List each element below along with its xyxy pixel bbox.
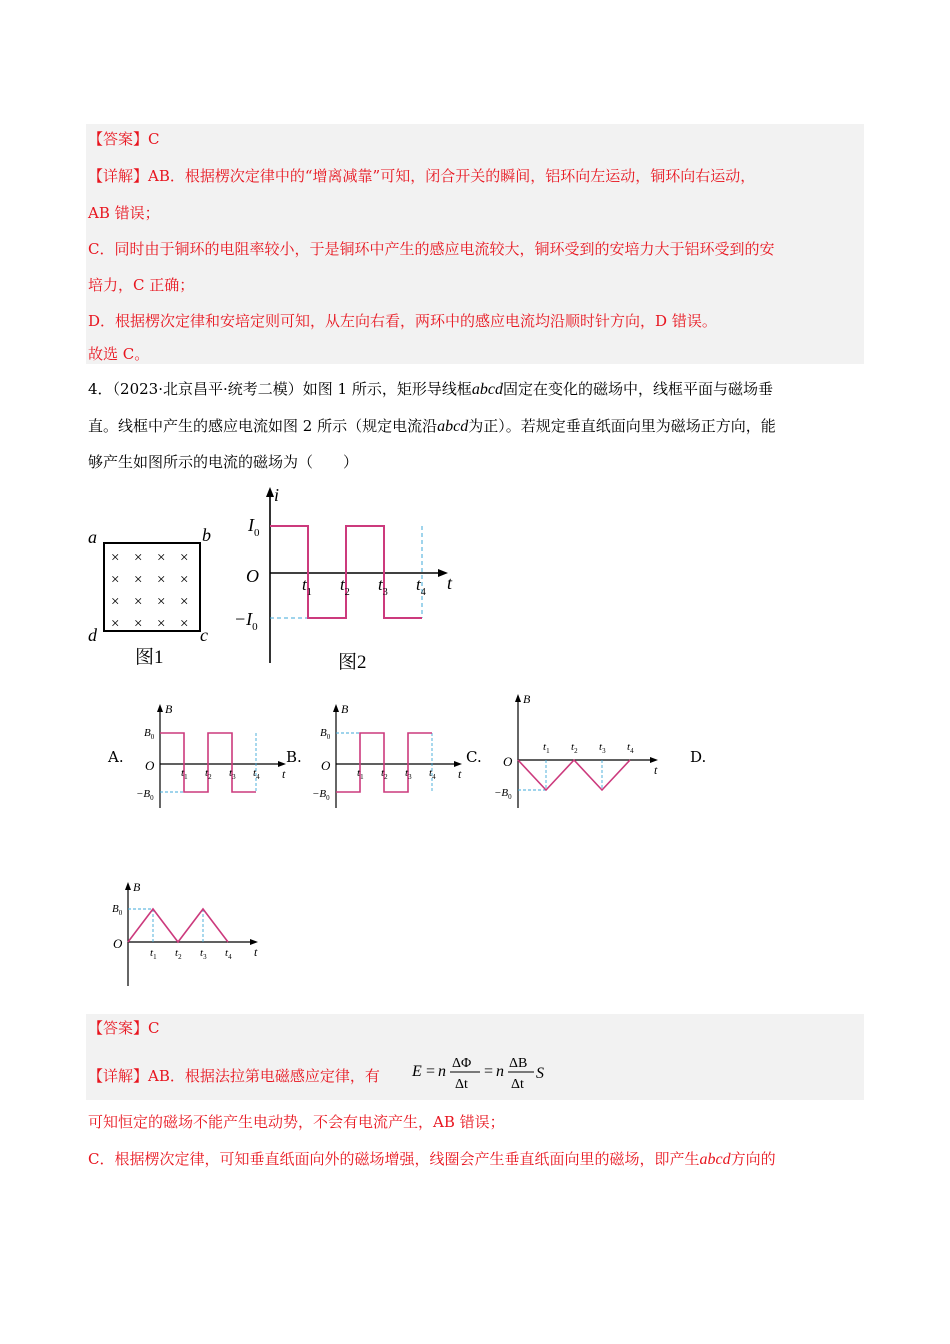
svg-text:Δt: Δt <box>511 1077 524 1092</box>
answer-1: 【答案】C <box>88 130 160 148</box>
detail-2-line1: 【详解】AB．根据法拉第电磁感应定律，有 <box>88 1067 380 1085</box>
b-curve <box>128 909 228 942</box>
corner-a: a <box>88 527 97 547</box>
option-c-graph[interactable] <box>490 690 665 810</box>
field-cross: × <box>157 616 166 632</box>
b-axis-label: B <box>341 702 349 716</box>
field-cross: × <box>111 572 120 588</box>
tick-t2: $t_2$ <box>205 767 212 781</box>
neg-b0-label: $-B_0$ <box>494 787 512 801</box>
corner-b: b <box>202 525 211 545</box>
fig2-tick-t1: $t_1$ <box>302 575 312 598</box>
svg-text:=: = <box>426 1063 436 1080</box>
svg-text:Δt: Δt <box>455 1077 468 1092</box>
option-d-graph[interactable] <box>106 878 266 988</box>
tick-t3: $t_3$ <box>200 947 207 961</box>
fig2-tick-t3: $t_3$ <box>378 575 388 598</box>
tick-t2: $t_2$ <box>381 767 388 781</box>
detail-2-line3: C．根据楞次定律，可知垂直纸面向外的磁场增强，线圈会产生垂直纸面向里的磁场，即产生abcd方向的 <box>88 1150 776 1168</box>
question-4-line2: 直。线框中产生的感应电流如图 2 所示（规定电流沿abcd为正）。若规定垂直纸面向里为磁场正方向，能 <box>88 417 776 435</box>
tick-t2: $t_2$ <box>571 741 578 755</box>
figure-2-caption: 图2 <box>338 652 367 673</box>
fig2-tick-t2: $t_2$ <box>340 575 350 598</box>
svg-text:n: n <box>496 1063 504 1080</box>
corner-d: d <box>88 625 97 645</box>
option-b-graph[interactable] <box>310 700 470 810</box>
field-cross: × <box>134 550 143 566</box>
b0-label: $B_0$ <box>112 903 123 917</box>
t-axis-label: t <box>654 763 658 777</box>
faraday-formula <box>410 1048 550 1094</box>
tick-t3: $t_3$ <box>229 767 236 781</box>
field-cross: × <box>180 616 189 632</box>
option-d-label[interactable]: D. <box>690 748 707 766</box>
field-cross: × <box>157 550 166 566</box>
field-cross: × <box>157 594 166 610</box>
b-curve <box>518 760 630 790</box>
figure-2-current-graph <box>232 485 472 675</box>
field-cross: × <box>111 550 120 566</box>
figure-1-caption: 图1 <box>135 647 164 668</box>
question-4-line3: 够产生如图所示的电流的磁场为（ ） <box>88 453 359 471</box>
svg-text:E: E <box>412 1063 422 1080</box>
question-4-line1: 4．（2023·北京昌平·统考二模）如图 1 所示，矩形导线框abcd固定在变化的磁场中，线框平面与磁场垂 <box>88 380 773 398</box>
field-cross: × <box>111 616 120 632</box>
origin-label: O <box>145 758 155 773</box>
t-axis-label: t <box>282 767 286 781</box>
field-cross: × <box>180 550 189 566</box>
conclusion-1: 故选 C。 <box>88 345 150 363</box>
tick-t4: $t_4$ <box>225 947 232 961</box>
svg-text:n: n <box>438 1063 446 1080</box>
tick-t4: $t_4$ <box>253 767 260 781</box>
tick-t4: $t_4$ <box>627 741 634 755</box>
tick-t1: $t_1$ <box>357 767 364 781</box>
fig2-xlabel: t <box>447 573 453 593</box>
corner-c: c <box>200 625 208 645</box>
detail-1-c-line2: 培力，C 正确； <box>88 276 195 294</box>
tick-t1: $t_1$ <box>543 741 550 755</box>
tick-t1: $t_1$ <box>181 767 188 781</box>
detail-1-line1: 【详解】AB．根据楞次定律中的“增离减靠”可知，闭合开关的瞬间，铝环向左运动，铜环向右运动， <box>88 167 756 185</box>
option-a-label[interactable]: A. <box>108 748 124 766</box>
detail-1-d-line: D．根据楞次定律和安培定则可知，从左向右看，两环中的感应电流均沿顺时针方向，D 错误。 <box>88 312 717 330</box>
field-cross: × <box>180 594 189 610</box>
t-axis-label: t <box>458 767 462 781</box>
b-axis-label: B <box>523 692 531 706</box>
field-cross: × <box>134 594 143 610</box>
b-curve <box>336 733 432 792</box>
tick-t1: $t_1$ <box>150 947 157 961</box>
option-a-graph[interactable] <box>134 700 294 810</box>
option-b-label[interactable]: B. <box>286 748 302 766</box>
answer-2: 【答案】C <box>88 1019 160 1037</box>
tick-t3: $t_3$ <box>599 741 606 755</box>
fig2-ylabel: i <box>274 485 280 505</box>
option-c-label[interactable]: C. <box>466 748 482 766</box>
field-cross: × <box>180 572 189 588</box>
fig2-tick-t4: $t_4$ <box>416 575 426 598</box>
b0-label: $B_0$ <box>320 727 331 741</box>
svg-text:=: = <box>484 1063 494 1080</box>
neg-b0-label: $-B_0$ <box>312 788 330 802</box>
origin-label: O <box>113 936 123 951</box>
origin-label: O <box>321 758 331 773</box>
detail-2-line2: 可知恒定的磁场不能产生电动势，不会有电流产生，AB 错误； <box>88 1113 505 1131</box>
svg-text:ΔΦ: ΔΦ <box>452 1056 472 1071</box>
svg-text:ΔB: ΔB <box>509 1056 528 1071</box>
b-axis-label: B <box>165 702 173 716</box>
field-cross: × <box>134 572 143 588</box>
tick-t2: $t_2$ <box>175 947 182 961</box>
t-axis-label: t <box>254 945 258 959</box>
tick-t4: $t_4$ <box>429 767 436 781</box>
figure-1-loop <box>80 515 230 675</box>
field-cross: × <box>157 572 166 588</box>
b-axis-label: B <box>133 880 141 894</box>
tick-t3: $t_3$ <box>405 767 412 781</box>
b0-label: $B_0$ <box>144 727 155 741</box>
origin-label: O <box>503 754 513 769</box>
fig2-i0: $I_0$ <box>248 515 260 539</box>
neg-b0-label: $-B_0$ <box>136 788 154 802</box>
detail-1-c-line1: C．同时由于铜环的电阻率较小，于是铜环中产生的感应电流较大，铜环受到的安培力大于铝环受到的安 <box>88 240 775 258</box>
field-cross: × <box>134 616 143 632</box>
detail-1-line2: AB 错误； <box>88 204 160 222</box>
fig2-origin: O <box>246 566 259 586</box>
field-cross: × <box>111 594 120 610</box>
b-curve <box>160 733 256 792</box>
svg-text:S: S <box>536 1065 544 1082</box>
fig2-neg-i0: $-I_0$ <box>234 609 258 633</box>
